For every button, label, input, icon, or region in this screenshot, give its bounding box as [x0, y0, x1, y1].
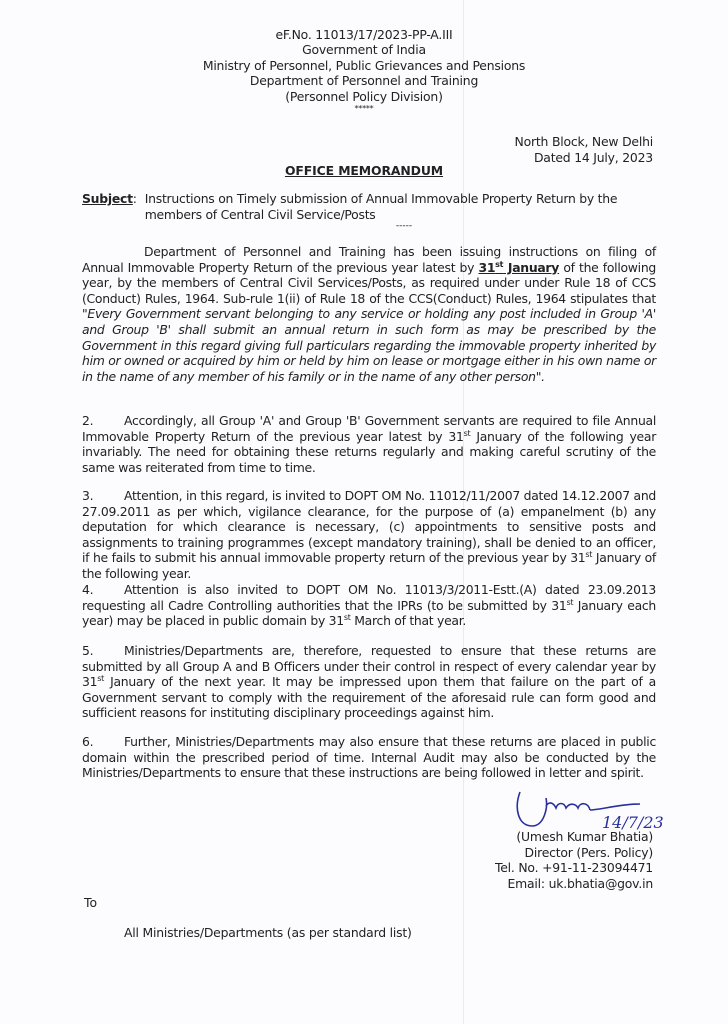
subject-line [82, 191, 657, 222]
subject-label: Subject [82, 191, 133, 206]
paragraph-2: 2. Accordingly, all Group 'A' and Group 'B' Government servants are required to file Annual Immovable Property Return of the previous year latest by 31st January of the following year invariably. The need for obtaining these returns regularly and making careful scrutiny of the same was reiterated from time to time. [82, 413, 657, 475]
svg-text:14/7/23: 14/7/23 [602, 813, 664, 832]
place: North Block, New Delhi [514, 134, 653, 149]
date: Dated 14 July, 2023 [533, 149, 653, 165]
paragraph-5: 5. Ministries/Departments are, therefore, requested to ensure that these returns are submitted by all Group A and B Officers under their control in respect of every calendar year by 31st January of the next year. It may be impressed upon them that failure on the part of a Government servant to comply with the requirement of the aforesaid rule can form good and sufficient reasons for instituting disciplinary proceedings against him. [82, 643, 656, 721]
paragraph-3: 3. Attention, in this regard, is invited to DOPT OM No. 11012/11/2007 dated 14.12.2007 and 27.09.2011 as per which, vigilance clearance, for the purpose of (a) empanelment (b) any deputation for which clearance is necessary, (c) appointments to sensitive posts and assignments to training programmes (except mandatory training), shall be denied to an officer, if he fails to submit his annual immovable property return of the previous year by 31st January of the following year. [82, 488, 656, 581]
paragraph-6: 6. Further, Ministries/Departments may also ensure that these returns are placed in public domain within the prescribed period of time. Internal Audit may also be conducted by the Ministries/Departments to ensure that these instructions are being followed in letter and spirit. [82, 734, 656, 781]
subject-text: Instructions on Timely submission of Annual Immovable Property Return by the members of Central Civil Service/Posts [144, 191, 618, 222]
paragraph-1: Department of Personnel and Training has been issuing instructions on filing of Annual Immovable Property Return of the previous year latest by 31st January of the following year, by the members of Central Civil Services/Posts, as required under under Rule 18 of CCS (Conduct) Rules, 1964. Sub-rule 1(ii) of Rule 18 of the CCS(Conduct) Rules, 1964 stipulates that "Every Government servant belonging to any service or holding any post included in Group 'A' and Group 'B' shall submit an annual return in such form as may be prescribed by the Government in this regard giving full particulars regarding the immovable property inherited by him or owned or acquired by him or held by him on lease or mortgage either in his own name or in the name of any member of his family or in the name of any other person". [82, 244, 656, 384]
signatory-name: (Umesh Kumar Bhatia) [516, 829, 653, 844]
rule-quotation: "Every Government servant belonging to any service or holding any post included in Group 'A' and Group 'B' shall submit an annual return in such form as may be prescribed by the Government in this regard giving full particulars regarding the immovable property inherited by him or owned or acquired by him or held by him on lease or mortgage either in his own name or in the name of any member of his family or in the name of any other person". [82, 306, 656, 384]
place-and-date [515, 134, 653, 165]
to-label: To [84, 895, 98, 910]
signatory-telephone: Tel. No. +91-11-23094471 [494, 860, 653, 875]
subject-colon: : [132, 191, 137, 206]
signature-block [495, 829, 653, 891]
government-name: Government of India [302, 42, 426, 58]
signatory-designation: Director (Pers. Policy) [524, 844, 653, 860]
document-title: OFFICE MEMORANDUM [284, 163, 444, 178]
department-name: Department of Personnel and Training [249, 73, 479, 89]
recipients: All Ministries/Departments (as per standard list) [124, 925, 412, 940]
signatory-email: Email: uk.bhatia@gov.in [507, 875, 653, 891]
file-number: eF.No. 11013/17/2023-PP-A.III [275, 27, 453, 42]
header-stars: ***** [354, 104, 374, 114]
separator: ----- [395, 221, 413, 231]
division-name: (Personnel Policy Division) [285, 88, 443, 104]
ministry-name: Ministry of Personnel, Public Grievances and Pensions [202, 57, 526, 73]
deadline-emphasis: 31st January [478, 259, 560, 275]
paragraph-4: 4. Attention is also invited to DOPT OM No. 11013/3/2011-Estt.(A) dated 23.09.2013 requesting all Cadre Controlling authorities that the IPRs (to be submitted by 31st January each year) may be placed in public domain by 31st March of that year. [82, 582, 656, 629]
letterhead [0, 27, 728, 114]
